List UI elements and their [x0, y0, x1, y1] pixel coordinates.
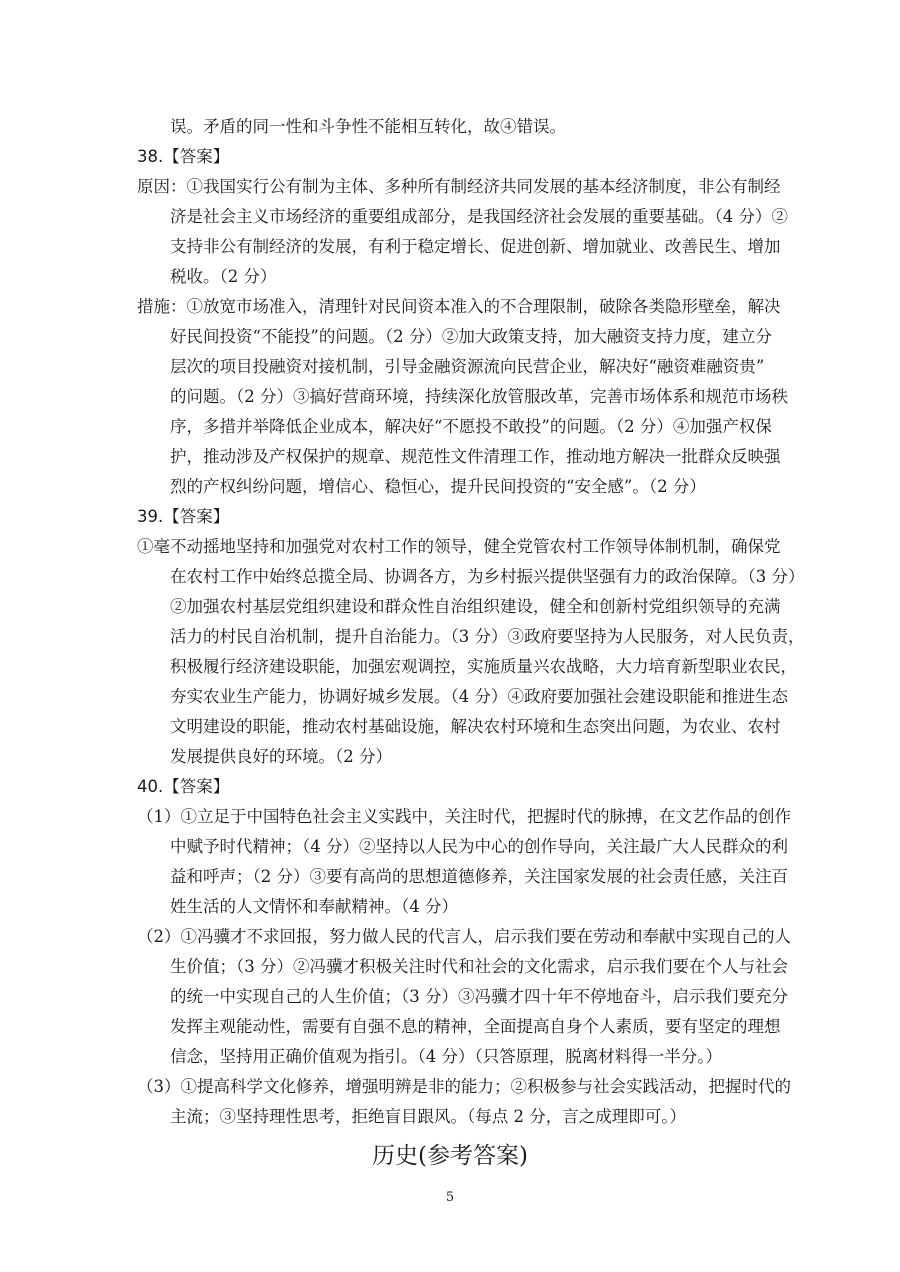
section-title: 历史(参考答案)	[372, 1143, 528, 1169]
text-line: 活力的村民自治机制，提升自治能力。（3 分）③政府要坚持为人民服务，对人民负责，	[170, 627, 805, 646]
text-line: 的统一中实现自己的人生价值；（3 分）③冯骥才四十年不停地奋斗，启示我们要充分	[170, 987, 788, 1006]
text-line: 烈的产权纠纷问题，增信心、稳恒心，提升民间投资的“安全感”。（2 分）	[170, 477, 706, 496]
text-line: 济是社会主义市场经济的重要组成部分，是我国经济社会发展的重要基础。（4 分）②	[170, 207, 788, 226]
text-line: 层次的项目投融资对接机制，引导金融资源流向民营企业，解决好“融资难融资贵”	[170, 357, 765, 376]
text-line: 误。矛盾的同一性和斗争性不能相互转化，故④错误。	[170, 117, 566, 136]
text-line: 发展提供良好的环境。（2 分）	[170, 747, 392, 766]
text-line: 主流；③坚持理性思考，拒绝盲目跟风。（每点 2 分，言之成理即可。）	[170, 1107, 686, 1126]
text-line: （3）①提高科学文化修养，增强明辨是非的能力；②积极参与社会实践活动，把握时代的	[137, 1077, 791, 1096]
text-line: 发挥主观能动性，需要有自强不息的精神，全面提高自身个人素质，要有坚定的理想	[170, 1017, 781, 1036]
text-line: 积极履行经济建设职能，加强宏观调控，实施质量兴农战略，大力培育新型职业农民，	[170, 657, 797, 676]
question-39-header: 39.【答案】	[137, 507, 230, 526]
page-number: 5	[445, 1190, 455, 1205]
text-line: ②加强农村基层党组织建设和群众性自治组织建设，健全和创新村党组织领导的充满	[170, 597, 781, 616]
text-line: 的问题。（2 分）③搞好营商环境，持续深化放管服改革，完善市场体系和规范市场秩	[170, 387, 788, 406]
text-line: 益和呼声；（2 分）③要有高尚的思想道德修养，关注国家发展的社会责任感，关注百	[170, 867, 788, 886]
text-line: （2）①冯骥才不求回报，努力做人民的代言人，启示我们要在劳动和奉献中实现自己的人	[137, 927, 791, 946]
text-line: （1）①立足于中国特色社会主义实践中，关注时代，把握时代的脉搏，在文艺作品的创作	[137, 807, 791, 826]
text-line: 措施：①放宽市场准入，清理针对民间资本准入的不合理限制，破除各类隐形壁垒，解决	[137, 297, 781, 316]
text-line: 文明建设的职能，推动农村基础设施，解决农村环境和生态突出问题，为农业、农村	[170, 717, 781, 736]
text-line: 中赋予时代精神；（4 分）②坚持以人民为中心的创作导向，关注最广大人民群众的利	[170, 837, 788, 856]
text-line: 序，多措并举降低企业成本，解决好“不愿投不敢投”的问题。（2 分）④加强产权保	[170, 417, 772, 436]
text-line: 护，推动涉及产权保护的规章、规范性文件清理工作，推动地方解决一批群众反映强	[170, 447, 781, 466]
text-line: 在农村工作中始终总揽全局、协调各方，为乡村振兴提供坚强有力的政治保障。（3 分）	[170, 567, 805, 586]
text-line: 原因：①我国实行公有制为主体、多种所有制经济共同发展的基本经济制度，非公有制经	[137, 177, 781, 196]
question-38-header: 38.【答案】	[137, 147, 230, 166]
text-line: 信念，坚持用正确价值观为指引。（4 分）（只答原理，脱离材料得一半分。）	[170, 1047, 722, 1066]
text-line: 姓生活的人文情怀和奉献精神。（4 分）	[170, 897, 458, 916]
text-line: 生价值；（3 分）②冯骥才积极关注时代和社会的文化需求，启示我们要在个人与社会	[170, 957, 788, 976]
text-line: 好民间投资“不能投”的问题。（2 分）②加大政策支持，加大融资支持力度，建立分	[170, 327, 772, 346]
text-line: 夯实农业生产能力，协调好城乡发展。（4 分）④政府要加强社会建设职能和推进生态	[170, 687, 788, 706]
question-40-header: 40.【答案】	[137, 777, 230, 796]
text-line: ①毫不动摇地坚持和加强党对农村工作的领导，健全党管农村工作领导体制机制，确保党	[137, 537, 781, 556]
text-line: 税收。（2 分）	[170, 267, 277, 286]
text-line: 支持非公有制经济的发展，有利于稳定增长、促进创新、增加就业、改善民生、增加	[170, 237, 781, 256]
